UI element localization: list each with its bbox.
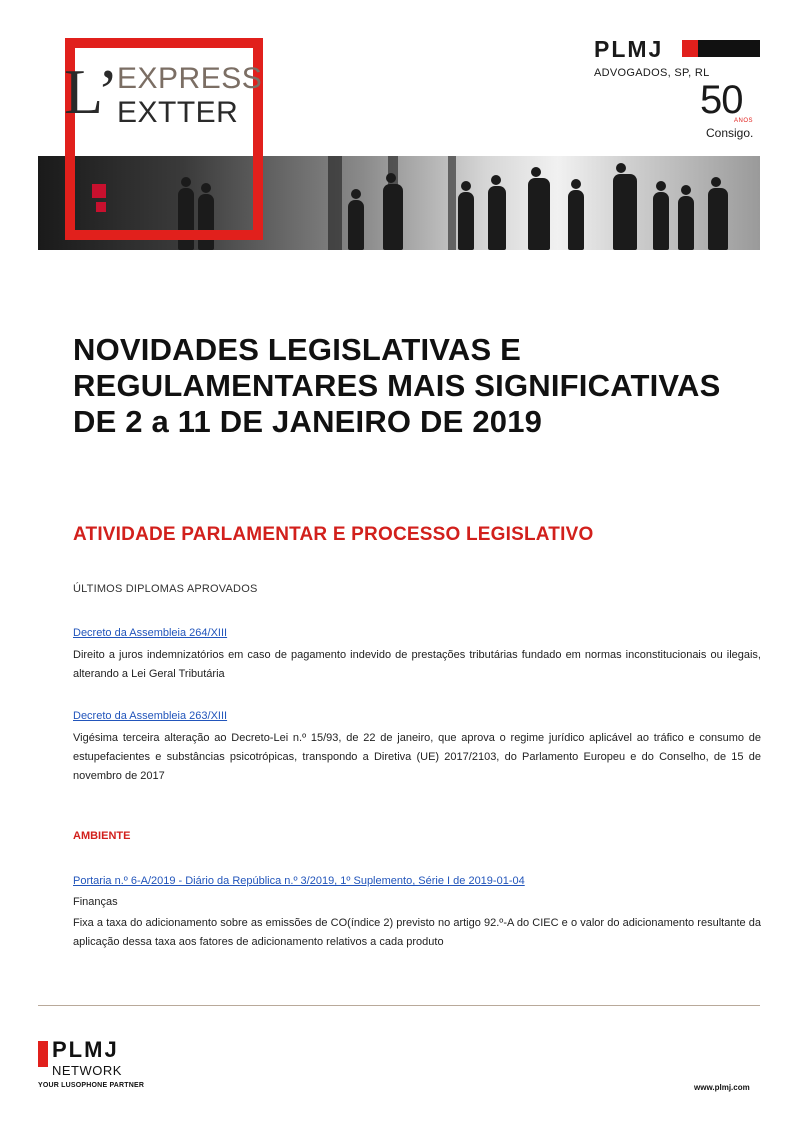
firm-logo-red-bar xyxy=(682,40,698,57)
logo-frame-top xyxy=(65,38,263,48)
firm-logo-name: PLMJ xyxy=(594,36,664,62)
portaria-category: Finanças xyxy=(73,896,118,908)
anniversary-word: ANOS xyxy=(734,118,754,124)
footer-divider xyxy=(38,1005,760,1006)
portaria-link[interactable]: Portaria n.º 6-A/2019 - Diário da República n.º 3/2019, 1º Suplemento, Série I de 2019-01-04 xyxy=(73,875,525,887)
decree-263-description: Vigésima terceira alteração ao Decreto-Lei n.º 15/93, de 22 de janeiro, que aprova o regime jurídico aplicável ao tráfico e consumo de estupefacientes e substâncias psicotrópicas, transpondo a Diretiva (UE) 2017/2103, do Parlamento Europeu e do Conselho, de 15 de novembro de 2017 xyxy=(73,732,761,782)
decree-263-link[interactable]: Decreto da Assembleia 263/XIII xyxy=(73,710,228,722)
footer-tagline: YOUR LUSOPHONE PARTNER xyxy=(38,1082,145,1089)
tagline: Consigo. xyxy=(706,126,754,140)
section-title: ATIVIDADE PARLAMENTAR E PROCESSO LEGISLATIVO xyxy=(73,524,594,545)
anniversary-number: 50 xyxy=(700,78,743,122)
decree-264-description: Direito a juros indemnizatórios em caso de pagamento indevido de prestações tributárias fundado em normas inconstitucionais ou ilegais, alterando a Lei Geral Tributária xyxy=(73,649,761,680)
footer-logo-network: NETWORK xyxy=(52,1063,122,1078)
logo-express-text: EXPRESS xyxy=(117,62,263,95)
logo-extter-text: EXTTER xyxy=(117,96,239,129)
logo-l-letter: L’ xyxy=(64,56,119,127)
decree-264-link[interactable]: Decreto da Assembleia 264/XIII xyxy=(73,627,228,639)
portaria-description: Fixa a taxa do adicionamento sobre as emissões de CO(índice 2) previsto no artigo 92.º-A do CIEC e o valor do adicionamento resultante da aplicação dessa taxa aos fatores de adicionamento relativos a cada produto xyxy=(73,917,761,948)
footer-website-link[interactable]: www.plmj.com xyxy=(694,1083,750,1092)
page-title: NOVIDADES LEGISLATIVAS E REGULAMENTARES MAIS SIGNIFICATIVAS DE 2 a 11 DE JANEIRO DE 2019 xyxy=(73,332,721,439)
section-subtitle: ÚLTIMOS DIPLOMAS APROVADOS xyxy=(73,583,258,595)
logo-frame-bottom xyxy=(65,230,263,240)
firm-subtitle: ADVOGADOS, SP, RL xyxy=(594,67,710,79)
footer-logo-red-bar xyxy=(38,1041,48,1067)
footer-logo-name: PLMJ xyxy=(52,1037,119,1062)
ambiente-heading: AMBIENTE xyxy=(73,830,131,842)
firm-logo-black-bar xyxy=(698,40,760,57)
